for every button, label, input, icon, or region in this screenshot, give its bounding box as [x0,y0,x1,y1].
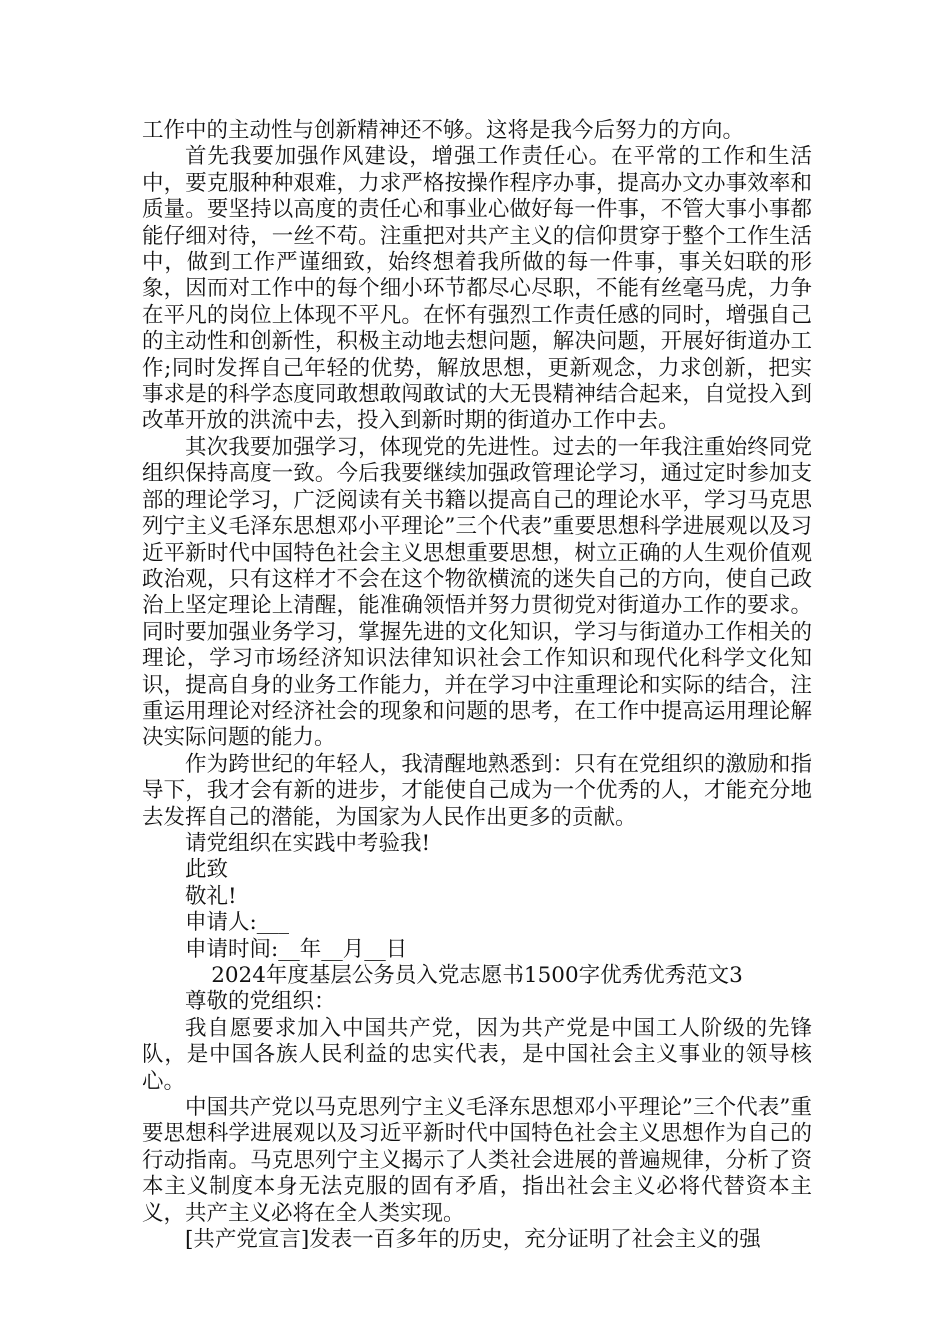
application-date-line: 申请时间:__年__月__日 [185,936,408,962]
section-title: 2024年度基层公务员入党志愿书1500字优秀优秀范文3 [211,963,743,988]
paragraph-manifesto: [共产党宣言]发表一百多年的历史，充分证明了社会主义的强 [185,1227,761,1253]
applicant-line: 申请人:___ [185,910,289,936]
paragraph-work-style: 首先我要加强作风建设，增强工作责任心。在平常的工作和生活中，要克服种种艰难，力求严格按操作程序办事，提高办文办事效率和质量。要坚持以高度的责任心和事业心做好每一件事，不管大事小事都能仔细对待，一丝不苟。注重把对共产主义的信仰贯穿于整个工作生活中，做到工作严谨细致，始终想着我所做的每一件事，事关妇联的形象，因而对工作中的每个细小环节都尽心尽职，不能有丝毫马虎，力争在平凡的岗位上体现不平凡。在怀有强烈工作责任感的同时，增强自己的主动性和创新性，积极主动地去想问题，解决问题，开展好街道办工作;同时发挥自己年轻的优势，解放思想，更新观念，力求创新，把实事求是的科学态度同敢想敢闯敢试的大无畏精神结合起来，自觉投入到改革开放的洪流中去，投入到新时期的街道办工作中去。 [142,144,812,434]
closing-request: 请党组织在实践中考验我! [185,830,431,856]
closing-cizhi: 此致 [185,857,229,883]
paragraph-guiding-ideology: 中国共产党以马克思列宁主义毛泽东思想邓小平理论”三个代表”重要思想科学进展观以及习近平新时代中国特色社会主义思想作为自己的行动指南。马克思列宁主义揭示了人类社会进展的普遍规律，分析了资本主义制度本身无法克服的固有矛盾，指出社会主义必将代替资本主义，共产主义必将在全人类实现。 [142,1095,812,1226]
paragraph-join-reason: 我自愿要求加入中国共产党，因为共产党是中国工人阶级的先锋队，是中国各族人民利益的忠实代表，是中国社会主义事业的领导核心。 [142,1015,812,1094]
closing-jingli: 敬礼! [185,883,237,909]
paragraph-study: 其次我要加强学习，体现党的先进性。过去的一年我注重始终同党组织保持高度一致。今后我要继续加强政管理论学习，通过定时参加支部的理论学习，广泛阅读有关书籍以提高自己的理论水平，学习马克思列宁主义毛泽东思想邓小平理论”三个代表”重要思想科学进展观以及习近平新时代中国特色社会主义思想重要思想，树立正确的人生观价值观政治观，只有这样才不会在这个物欲横流的迷失自己的方向，使自己政治上坚定理论上清醒，能准确领悟并努力贯彻党对街道办工作的要求。同时要加强业务学习，掌握先进的文化知识，学习与街道办工作相关的理论，学习市场经济知识法律知识社会工作知识和现代化科学文化知识，提高自身的业务工作能力，并在学习中注重理论和实际的结合，注重运用理论对经济社会的现象和问题的思考，在工作中提高运用理论解决实际问题的能力。 [142,434,812,751]
paragraph-continuation: 工作中的主动性与创新精神还不够。这将是我今后努力的方向。 [142,118,745,143]
document-page [142,118,812,1253]
salutation: 尊敬的党组织： [185,989,336,1015]
paragraph-youth: 作为跨世纪的年轻人，我清醒地熟悉到：只有在党组织的激励和指导下，我才会有新的进步，才能使自己成为一个优秀的人，才能充分地去发挥自己的潜能，为国家为人民作出更多的贡献。 [142,751,812,830]
